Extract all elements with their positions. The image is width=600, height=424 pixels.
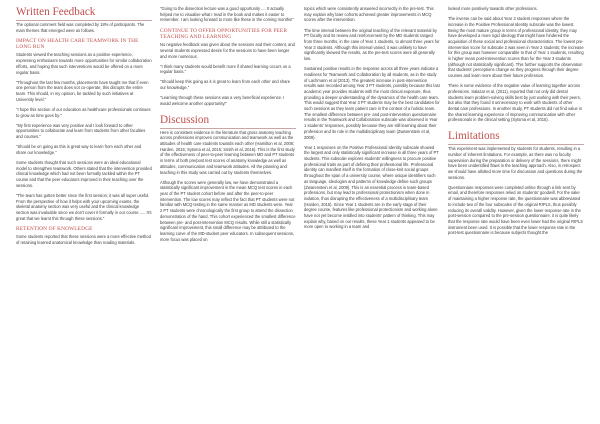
- paragraph: Some students reported that these sessions were a more effective method of retaining learned anatomical knowledge than reading materials.: [16, 234, 151, 245]
- quote-paragraph: "Should be on going as this is great way to learn from each other and share our knowledge.": [16, 144, 142, 155]
- paragraph: The optional comment field was completed by 18% of participants. The main themes that emerged were as follows.: [16, 22, 145, 33]
- quote-paragraph: "The team has gotten better since the first session; it was all super useful. From the perspective of how it helps with your upcoming exams, the skeletal anatomy section was very useful and the clinical knowledge section was invaluable since we don't cover it formally in our course ..... It's great that we learnt this through these sessions.": [16, 192, 152, 221]
- paragraph: Year 1 responses on the Positive Professional Identity subscale showed the largest and only statistically significant increase in all three years of PT students. This subscale explores students' willingness to procure positive professional traits as part of defining their professional life. Professional identity can manifest itself in the formation of close-knit social groups throughout the span of a university course, where unique identifiers such as language, ideologies and patterns of knowledge define such groups (Zwarenstein et al, 2009). This is an essential process in team-based professions, but may lead to professional protectionism when done in isolation, thus disrupting the effectiveness of a multidisciplinary team (Harden, 2015). Since Year 1 students are in the early stage of their degree course, features like professional protectionism and working alone have not yet become instilled into students' pattern of thinking. This may explain why, based on our results, these Year 1 students appeared to be more open to working in a team and: [304, 144, 439, 230]
- quote-paragraph: "Should keep this going as it is great to learn from each other and share our knowledge.": [160, 79, 291, 91]
- quote-paragraph: "Learning through these sessions was a very beneficial experience. I would welcome another opportunity!": [160, 95, 285, 106]
- paragraph: This experiment was implemented by students for students, resulting in a number of inherent limitations. For example, as there was no faculty supervision during the preparation or delivery of the sessions, there might have been unidentified flaws in the teaching approach. Also, in retrospect we should have allotted more time for discussion and questions during the sessions.: [448, 146, 583, 180]
- paragraph: Questionnaire responses were completed online through a link sent by email, and therefore responses relied on students' goodwill. For the sake of maintaining a higher response rate, the questionnaire was abbreviated to include two of the four subscales of the original RIPLS, thus possibly reducing its overall validity. However, given the lower response rate in the post-session compared to the pre-session questionnaire, it is quite likely that the response rate would have been even lower had the original RIPLS instrument been used. It is possible that the lower response rate in the post-test questionnaire is because subjects thought the: [448, 184, 583, 236]
- quote-paragraph: "My first experience was very positive and I look forward to other opportunities to collaborate and learn from students from other faculties and courses.": [16, 122, 146, 139]
- paragraph: Sustained positive results in the response across all three years indicate a readiness for Teamwork and Collaboration by all students, as in the study of Lachmann et al (2013). The greatest increase in post-intervention results was recorded among Year 3 PT students, possibly because this last academic year provides students with the most clinical exposure, thus providing a deeper understanding of the dynamics of the health care team. This would suggest that Year 3 PT students may be the best candidates for such sessions as they learn patient care in the context of a holistic team. The smallest difference between pre- and post-intervention questionnaire results in the Teamwork and Collaboration subscale was observed in Year 1 students' responses, possibly because they are still learning about their profession and its role in the multidisciplinary team (Zwarenstein et al, 2009).: [304, 66, 440, 140]
- column-1: [16, 6, 152, 424]
- section-heading-written-feedback: Written Feedback: [16, 6, 152, 21]
- subheading-impact-teamwork: IMPACT ON HEALTH CARE TEAMWORK IN THE LONG RUN: [16, 37, 139, 51]
- section-heading-discussion: Discussion: [160, 114, 296, 129]
- quote-paragraph: "Throughout the last few months, placements have taught me that if even one person from the team does not co-operate, this disrupts the entire team. This should, in my opinion, be tackled by such initiatives at University level.": [16, 79, 149, 102]
- quote-paragraph: "I hope this section of our education as healthcare professionals continues to grow as time goes by.": [16, 106, 151, 118]
- column-4: [448, 6, 584, 424]
- paragraph: Although the scores were generally low, we have demonstrated a statistically significant improvement in the mean MCQ test scores in each year of the PT student cohort before and after the peer-to-peer intervention. The low scores may reflect the fact that PT students were not familiar with MCQ testing in the same manner as MD students were. Year 2 PT students were chronologically the first group to attend the dissection demonstration of the hand. This cohort experienced the smallest difference between pre- and post-intervention MCQ results. While still a statistically significant improvement, this small difference may be attributed to the learning curve of the MD-student peer educators. In subsequent sessions, more focus was placed on: [160, 179, 296, 242]
- subheading-peer-teaching: CONTINUE TO OFFER OPPORTUNITIES FOR PEER TEACHING AND LEARNING: [160, 27, 288, 40]
- subheading-retention: RETENTION OF KNOWLEDGE: [16, 225, 93, 232]
- paragraph: Here is consistent evidence in the literature that gross anatomy teaching across professions improves communication and teamwork as well as the attitudes of health care students towards each other (Hamilton et al, 2008; Harden, 2015; Sytsma et al, 2015; Smith et al, 2015). This is the first study of the effectiveness of peer-to-peer learning between MD and PT students in terms of both pre/post test scores of anatomy knowledge as well as attitudes, communication and teamwork attitudes. All the planning and teaching in this study was carried out by students themselves.: [160, 129, 295, 175]
- paragraph: Some students thought that such sessions were an ideal educational model to strengthen teamwork. Others stated that the intervention provided clinical knowledge which had not been formally tackled within the PT course and that the peer educators improved in their teaching over the sessions.: [16, 159, 152, 188]
- paragraph: There is some evidence of the negative value of learning together across professions. Salazar et al, (2011), reported that not only did dental students learn problem-solving skills best by just working with their peers, but also that they found it unnecessary to work with students of other dental care professions. In another study, PT students did not find value in the shared learning experience of improving communication with other professionals in the clinical setting (Sytsma et al, 2015).: [448, 83, 583, 123]
- paragraph: Students viewed the teaching sessions as a positive experience, expressing enthusiasm towards more opportunities for similar collaboration efforts, and hoping that such interventions would be offered on a more regular basis.: [16, 52, 152, 75]
- quote-paragraph: "Going to the dissection lecture was a good opportunity .... It actually helped me to visualise what I read in the book and makes it easier to remember. I am looking forward to more like these in the coming months!": [160, 6, 294, 23]
- column-2: [160, 6, 296, 424]
- column-3: [304, 6, 440, 424]
- paragraph: topics which were consistently answered incorrectly in the pre-test. This may explain why later cohorts achieved greater improvements in MCQ scores after the intervention.: [304, 6, 434, 23]
- paragraph: The time interval between the original teaching of the relevant material by PT faculty and its review and reinforcement by the MD students ranged from three months, in the case of Year 1 students, to almost three years for Year 3 students. Although this interval varied, it was unlikely to have significantly skewed the results, as the pre-test scores were all generally low.: [304, 27, 440, 62]
- paragraph: The inverse can be said about Year 3 student responses where the increase in the Positive Professional Identity subscale was the lowest. Being the most mature group in terms of professional identity, they may have developed a more rigid ideology that might have hindered the acquisition of these social and professional characteristics. The lowest pre-intervention score for subscale 2 was seen in Year 2 students; the increase for this group was however comparable to that of Year 1 students, resulting in higher mean post-intervention scores than for the Year 3 students (although not statistically significant). This further supports the observation that students' perceptions change as they progress through their degree courses and learn more about their future profession.: [448, 16, 584, 79]
- section-heading-limitations: Limitations: [448, 130, 584, 145]
- quote-paragraph: "I think many students would benefit more if shared learning occurs on a regular basis.": [160, 63, 291, 75]
- paragraph: looked more positively towards other professions.: [448, 6, 538, 11]
- paragraph: No negative feedback was given about the sessions and their content, and several students expressed desire for the sessions to have been longer and more numerous.: [160, 42, 295, 59]
